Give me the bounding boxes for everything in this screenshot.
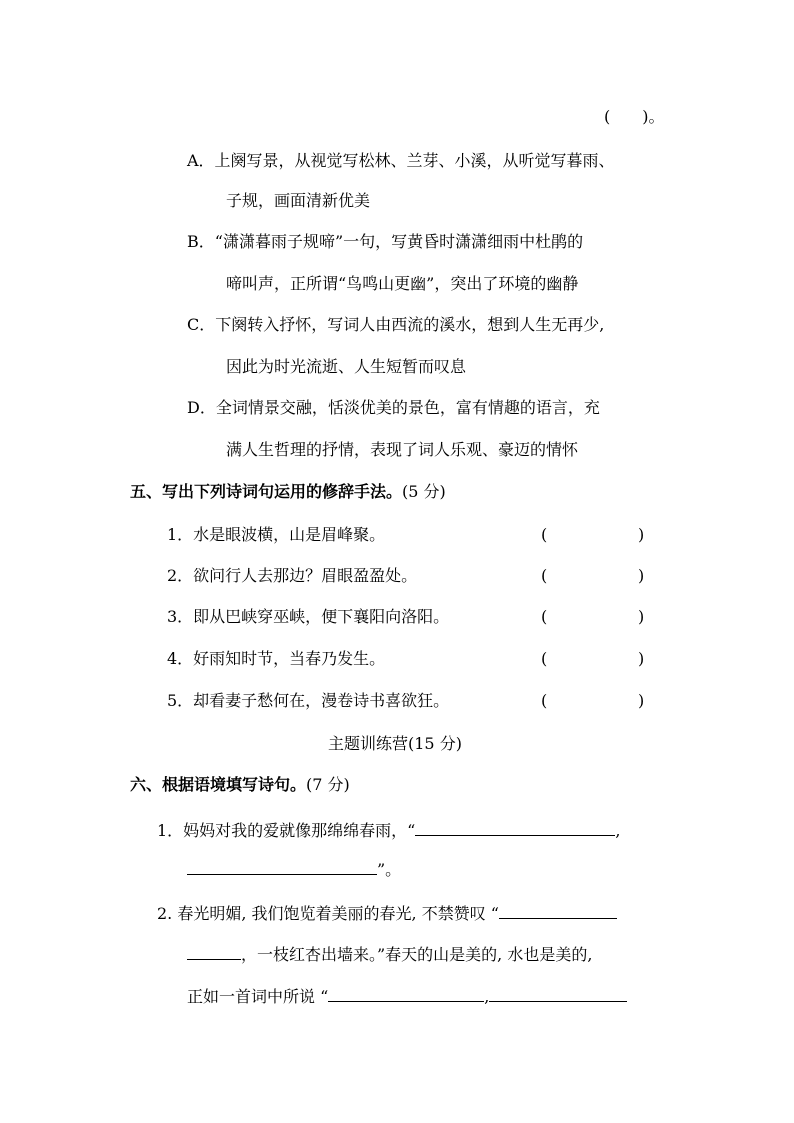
q1-blank-2[interactable] <box>187 856 377 875</box>
answer-open-2[interactable]: ( <box>541 566 548 585</box>
option-d-line2: 满人生哲理的抒情，表现了词人乐观、豪迈的情怀 <box>226 440 579 459</box>
answer-open-4[interactable]: ( <box>541 649 548 668</box>
q2-blank-1[interactable] <box>499 900 617 919</box>
q1-blank-1[interactable] <box>415 817 615 836</box>
answer-close-1: ) <box>638 525 645 544</box>
answer-close-4: ) <box>638 649 645 668</box>
q2-prompt: 2. 春光明媚, 我们饱览着美丽的春光, 不禁赞叹 “ <box>157 904 499 923</box>
section5-item-1: 1．水是眼波横，山是眉峰聚。 <box>167 525 386 544</box>
section5-item-3: 3．即从巴峡穿巫峡，便下襄阳向洛阳。 <box>167 607 450 626</box>
answer-open-5[interactable]: ( <box>541 691 548 710</box>
option-a-line2: 子规，画面清新优美 <box>226 191 371 210</box>
section6-q2-line3 <box>187 983 627 1008</box>
q2-line3-text: 正如一首词中所说 “ <box>187 987 329 1006</box>
option-b-line1: B．“潇潇暮雨子规啼”一句，写黄昏时潇潇细雨中杜鹃的 <box>187 232 584 251</box>
answer-close-2: ) <box>638 566 645 585</box>
option-d-line1: D．全词情景交融，恬淡优美的景色，富有情趣的语言，充 <box>187 398 600 417</box>
q2-blank-2[interactable] <box>328 983 484 1002</box>
q1-comma: , <box>615 821 621 840</box>
camp-title: 主题训练营(15 分) <box>328 734 462 753</box>
section6-q2-line1 <box>157 900 617 925</box>
section5-item-2: 2．欲问行人去那边？眉眼盈盈处。 <box>167 566 418 585</box>
q1-end: ”。 <box>377 860 402 879</box>
section6-q1-line1 <box>157 817 620 842</box>
section6-title: 六、根据语境填写诗句。 <box>130 775 307 794</box>
q2-blank-3[interactable] <box>489 983 627 1002</box>
answer-close-3: ) <box>638 607 645 626</box>
answer-open-3[interactable]: ( <box>541 607 548 626</box>
section5-title: 五、写出下列诗词句运用的修辞手法。 <box>130 482 403 501</box>
section5-item-5: 5．却看妻子愁何在，漫卷诗书喜欲狂。 <box>167 691 450 710</box>
option-c-line2: 因此为时光流逝、人生短暂而叹息 <box>226 357 467 376</box>
section6-heading <box>130 774 350 796</box>
section6-q1-line2 <box>187 856 401 881</box>
q2-blank-1-cont[interactable] <box>187 941 241 960</box>
option-a-line1: A．上阕写景，从视觉写松林、兰芽、小溪，从听觉写暮雨、 <box>187 151 615 170</box>
section6-score: (7 分) <box>306 775 350 794</box>
answer-paren[interactable]: ( )。 <box>604 107 665 126</box>
section5-heading <box>130 481 446 503</box>
q2-comma: , <box>484 987 490 1006</box>
q1-prompt: 1．妈妈对我的爱就像那绵绵春雨，“ <box>157 821 416 840</box>
section5-score: (5 分) <box>402 482 446 501</box>
option-c-line1: C．下阕转入抒怀，写词人由西流的溪水，想到人生无再少, <box>187 315 605 334</box>
option-b-line2: 啼叫声，正所谓“鸟鸣山更幽”，突出了环境的幽静 <box>226 274 579 293</box>
section6-q2-line2 <box>187 941 592 966</box>
q2-line2-text: ，一枝红杏出墙来。”春天的山是美的, 水也是美的, <box>241 945 593 964</box>
answer-open-1[interactable]: ( <box>541 525 548 544</box>
answer-close-5: ) <box>638 691 645 710</box>
section5-item-4: 4．好雨知时节，当春乃发生。 <box>167 649 386 668</box>
